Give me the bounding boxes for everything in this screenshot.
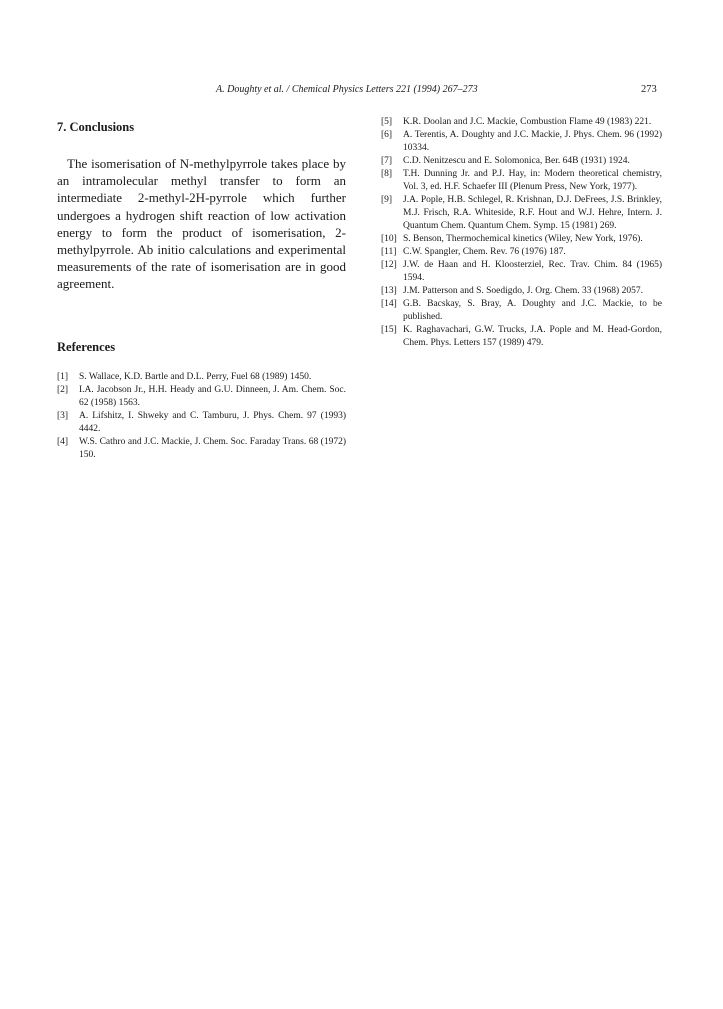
reference-number: [12] <box>381 260 397 270</box>
reference-text: J.A. Pople, H.B. Schlegel, R. Krishnan, D.J. DeFrees, J.S. Brinkley, M.J. Frisch, R.A. Whiteside, R.F. Hout and W.J. Hehre, Intern. J. Quantum Chem. Quantum Chem. Symp. 15 (1981) 269. <box>403 195 662 231</box>
reference-item <box>381 259 662 285</box>
conclusions-paragraph: The isomerisation of N-methylpyrrole takes place by an intramolecular methyl transfer to form an intermediate 2-methyl-2H-pyrrole which further undergoes a hydrogen shift reaction of low activation energy to form the product of isomerisation, 2-methylpyrrole. Ab initio calculations and experimental measurements of the rate of isomerisation are in good agreement. <box>57 156 346 292</box>
reference-item <box>381 233 662 246</box>
reference-text: C.W. Spangler, Chem. Rev. 76 (1976) 187. <box>403 247 566 257</box>
reference-number: [6] <box>381 130 393 140</box>
conclusions-heading: 7. Conclusions <box>57 120 135 134</box>
reference-item <box>381 168 662 194</box>
reference-text: S. Wallace, K.D. Bartle and D.L. Perry, Fuel 68 (1989) 1450. <box>79 371 312 382</box>
reference-item <box>381 246 662 259</box>
reference-number: [5] <box>381 117 393 127</box>
reference-number: [13] <box>381 286 397 296</box>
reference-item <box>381 298 662 324</box>
reference-item <box>57 410 346 436</box>
reference-number: [11] <box>381 247 397 257</box>
left-column <box>57 119 346 462</box>
reference-number: [15] <box>381 325 397 335</box>
page-number: 273 <box>641 84 657 95</box>
reference-item <box>381 194 662 233</box>
reference-text: T.H. Dunning Jr. and P.J. Hay, in: Modern theoretical chemistry, Vol. 3, ed. H.F. Schaefer III (Plenum Press, New York, 1977). <box>403 169 662 192</box>
reference-text: K.R. Doolan and J.C. Mackie, Combustion Flame 49 (1983) 221. <box>403 117 652 127</box>
reference-item <box>381 155 662 168</box>
reference-text: A. Terentis, A. Doughty and J.C. Mackie, J. Phys. Chem. 96 (1992) 10334. <box>403 130 662 153</box>
reference-number: [8] <box>381 169 393 179</box>
reference-number: [1] <box>57 371 69 382</box>
reference-text: S. Benson, Thermochemical kinetics (Wiley, New York, 1976). <box>403 234 643 244</box>
reference-text: I.A. Jacobson Jr., H.H. Heady and G.U. Dinneen, J. Am. Chem. Soc. 62 (1958) 1563. <box>79 384 346 408</box>
reference-item <box>57 371 346 384</box>
reference-text: K. Raghavachari, G.W. Trucks, J.A. Pople and M. Head-Gordon, Chem. Phys. Letters 157 (1989) 479. <box>403 325 662 348</box>
reference-item <box>381 324 662 350</box>
reference-list-left <box>57 371 346 462</box>
reference-text: J.M. Patterson and S. Soedigdo, J. Org. Chem. 33 (1968) 2057. <box>403 286 643 296</box>
reference-number: [4] <box>57 436 69 447</box>
reference-text: A. Lifshitz, I. Shweky and C. Tamburu, J. Phys. Chem. 97 (1993) 4442. <box>79 410 346 434</box>
reference-number: [9] <box>381 195 393 205</box>
reference-item <box>381 116 662 129</box>
reference-number: [10] <box>381 234 397 244</box>
reference-number: [14] <box>381 299 397 309</box>
reference-item <box>381 129 662 155</box>
reference-text: J.W. de Haan and H. Kloosterziel, Rec. Trav. Chim. 84 (1965) 1594. <box>403 260 662 283</box>
reference-number: [7] <box>381 156 393 166</box>
right-column <box>381 116 662 350</box>
references-heading: References <box>57 339 116 354</box>
reference-text: G.B. Bacskay, S. Bray, A. Doughty and J.C. Mackie, to be published. <box>403 299 662 322</box>
running-header <box>0 84 723 100</box>
reference-item <box>381 285 662 298</box>
journal-citation: A. Doughty et al. / Chemical Physics Letters 221 (1994) 267–273 <box>216 84 478 95</box>
reference-text: C.D. Nenitzescu and E. Solomonica, Ber. 64B (1931) 1924. <box>403 156 630 166</box>
reference-text: W.S. Cathro and J.C. Mackie, J. Chem. Soc. Faraday Trans. 68 (1972) 150. <box>79 436 346 460</box>
reference-number: [2] <box>57 384 69 395</box>
reference-list-right <box>381 116 662 350</box>
reference-item <box>57 436 346 462</box>
reference-item <box>57 384 346 410</box>
reference-number: [3] <box>57 410 69 421</box>
